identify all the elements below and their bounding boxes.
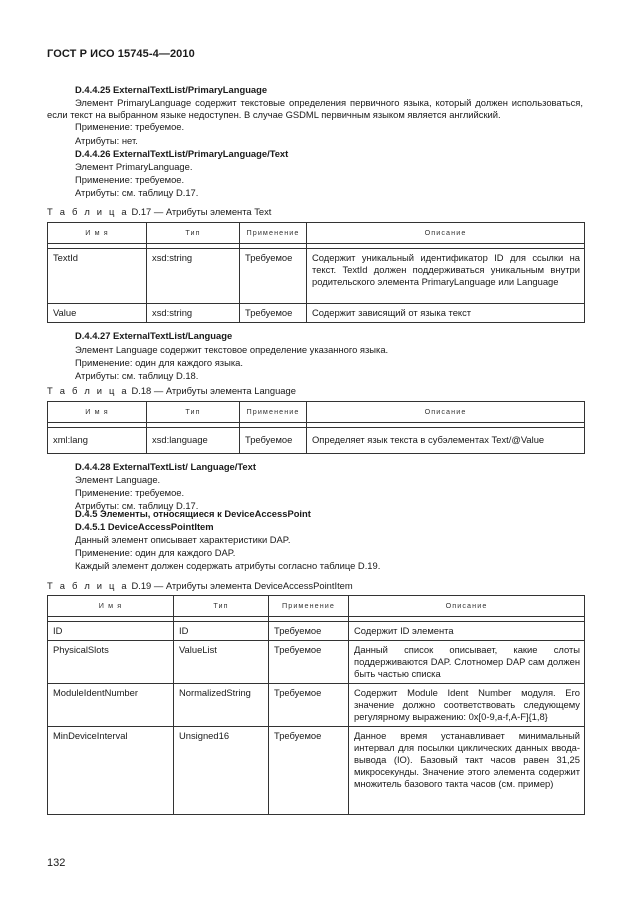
caption-text: D.18 — Атрибуты элемента Language: [131, 385, 296, 396]
caption-prefix: Т а б л и ц а: [47, 385, 129, 396]
section-heading-d451: D.4.5.1 DeviceAccessPointItem: [75, 521, 214, 532]
col-header-description: Описание: [307, 223, 585, 244]
usage-d451: Применение: один для каждого DAP.: [75, 547, 236, 558]
caption-text: D.17 — Атрибуты элемента Text: [131, 206, 272, 217]
cell-description: Содержит уникальный идентификатор ID для ссылки на текст. TextId должен поддерживаться уникальным внутри родительского элемента PrimaryLanguage или Language: [307, 249, 585, 304]
usage-d4427: Применение: один для каждого языка.: [75, 357, 243, 368]
cell-type: ValueList: [174, 641, 269, 684]
col-header-usage: Применение: [269, 596, 349, 617]
usage-d4428: Применение: требуемое.: [75, 487, 185, 498]
text-d451-attributes: Каждый элемент должен содержать атрибуты согласно таблице D.19.: [75, 560, 381, 571]
col-header-name: И м я: [48, 596, 174, 617]
cell-usage: Требуемое: [269, 641, 349, 684]
usage-d4426: Применение: требуемое.: [75, 174, 185, 185]
cell-usage: Требуемое: [269, 727, 349, 815]
cell-name: Value: [48, 304, 147, 323]
cell-name: ModuleIdentNumber: [48, 684, 174, 727]
cell-usage: Требуемое: [269, 622, 349, 641]
col-header-usage: Применение: [240, 402, 307, 423]
table-caption-d18: [47, 385, 296, 396]
attributes-d4426: Атрибуты: см. таблицу D.17.: [75, 187, 199, 198]
cell-description: Данный список описывает, какие слоты поддерживаются DAP. Слотномер DAP сам должен быть частью списка: [349, 641, 585, 684]
section-heading-d4427: D.4.4.27 ExternalTextList/Language: [75, 330, 233, 341]
cell-name: MinDeviceInterval: [48, 727, 174, 815]
table-row: [48, 249, 585, 304]
caption-prefix: Т а б л и ц а: [47, 580, 129, 591]
cell-description: Определяет язык текста в субэлементах Text/@Value: [307, 428, 585, 454]
table-caption-d17: [47, 206, 271, 217]
table-header-row: [48, 596, 585, 617]
table-row: [48, 622, 585, 641]
table-d17: [47, 222, 585, 323]
attributes-d4427: Атрибуты: см. таблицу D.18.: [75, 370, 199, 381]
cell-name: xml:lang: [48, 428, 147, 454]
section-heading-d4426: D.4.4.26 ExternalTextList/PrimaryLanguage/Text: [75, 148, 289, 159]
attributes-d4425: Атрибуты: нет.: [75, 135, 138, 146]
cell-name: ID: [48, 622, 174, 641]
cell-name: TextId: [48, 249, 147, 304]
table-caption-d19: [47, 580, 353, 591]
cell-description: Данное время устанавливает минимальный интервал для посылки циклических данных ввода-вывода (IO). Базовый такт часов равен 31,25 микросекунды. Значение этого элемента содержит множитель базового такта часов (см. пример): [349, 727, 585, 815]
cell-type: ID: [174, 622, 269, 641]
col-header-type: Тип: [147, 223, 240, 244]
section-heading-d45: D.4.5 Элементы, относящиеся к DeviceAccessPoint: [75, 508, 311, 519]
cell-usage: Требуемое: [269, 684, 349, 727]
cell-type: NormalizedString: [174, 684, 269, 727]
table-row: [48, 428, 585, 454]
table-row: [48, 641, 585, 684]
col-header-usage: Применение: [240, 223, 307, 244]
cell-description: Содержит ID элемента: [349, 622, 585, 641]
cell-type: xsd:language: [147, 428, 240, 454]
cell-name: PhysicalSlots: [48, 641, 174, 684]
table-row: [48, 727, 585, 815]
page-header: ГОСТ Р ИСО 15745-4—2010: [47, 48, 195, 60]
table-row: [48, 684, 585, 727]
table-d19: [47, 595, 585, 815]
text-d4428: Элемент Language.: [75, 474, 161, 485]
text-d4426: Элемент PrimaryLanguage.: [75, 161, 193, 172]
section-paragraph-d4425: Элемент PrimaryLanguage содержит текстовые определения первичного языка, который должен использоваться, если текст на выбранном языке недоступен. В случае GSDML первичным языком является английский.: [47, 97, 583, 120]
usage-d4425: Применение: требуемое.: [75, 121, 185, 132]
col-header-type: Тип: [174, 596, 269, 617]
section-heading-d4425: D.4.4.25 ExternalTextList/PrimaryLanguage: [75, 84, 268, 95]
table-header-row: [48, 402, 585, 423]
cell-usage: Требуемое: [240, 428, 307, 454]
cell-usage: Требуемое: [240, 304, 307, 323]
col-header-type: Тип: [147, 402, 240, 423]
table-d18: [47, 401, 585, 454]
caption-text: D.19 — Атрибуты элемента DeviceAccessPointItem: [131, 580, 353, 591]
section-heading-d4428: D.4.4.28 ExternalTextList/ Language/Text: [75, 461, 256, 472]
cell-description: Содержит зависящий от языка текст: [307, 304, 585, 323]
col-header-name: И м я: [48, 223, 147, 244]
cell-type: xsd:string: [147, 304, 240, 323]
col-header-name: И м я: [48, 402, 147, 423]
cell-usage: Требуемое: [240, 249, 307, 304]
table-header-row: [48, 223, 585, 244]
text-d451: Данный элемент описывает характеристики DAP.: [75, 534, 291, 545]
attributes-d4428: Атрибуты: см. таблицу D.17.: [75, 500, 199, 511]
col-header-description: Описание: [307, 402, 585, 423]
page-number: 132: [47, 857, 66, 869]
cell-type: xsd:string: [147, 249, 240, 304]
cell-type: Unsigned16: [174, 727, 269, 815]
table-row: [48, 304, 585, 323]
caption-prefix: Т а б л и ц а: [47, 206, 129, 217]
cell-description: Содержит Module Ident Number модуля. Его значение должно соответствовать следующему регулярному выражению: 0x[0-9,a-f,A-F]{1,8}: [349, 684, 585, 727]
col-header-description: Описание: [349, 596, 585, 617]
text-d4427: Элемент Language содержит текстовое определение указанного языка.: [75, 344, 389, 355]
